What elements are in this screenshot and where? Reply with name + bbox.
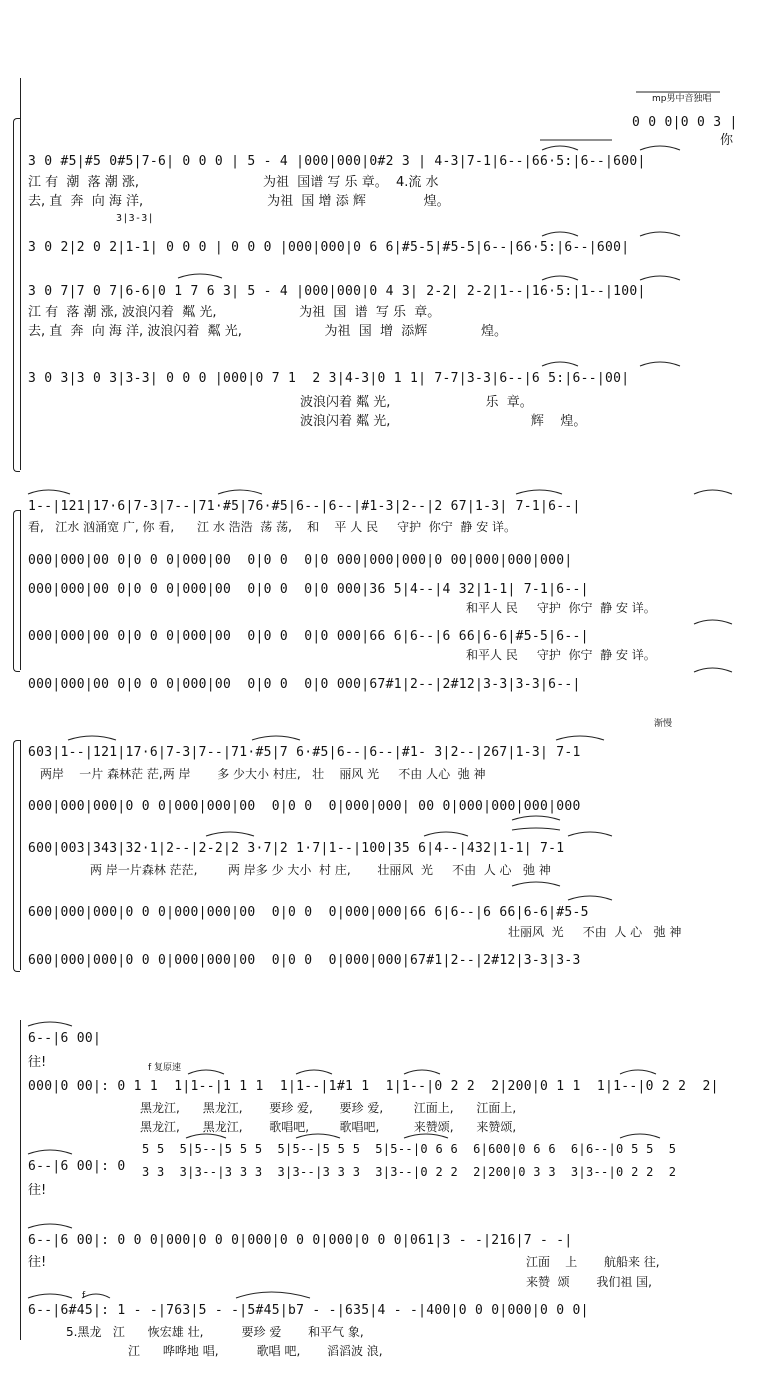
staff-row: 000|000|000|0 0 0|000|000|00 0|0 0 0|000|000| 00 0|000|000|000|000: [28, 799, 581, 814]
staff-row: 600|000|000|0 0 0|000|000|00 0|0 0 0|000|000|66 6|6--|6 66|6-6|#5-5: [28, 905, 589, 920]
ritardando-marking: 渐慢: [654, 719, 673, 729]
bass-lyric-1: 波浪闪着 粼 光, 乐 章。: [300, 395, 533, 410]
row-lyric: 壮丽风 光 不由 人 心 弛 神: [508, 925, 682, 939]
row-lyric: 来赞 颂 我们祖 国,: [526, 1275, 652, 1289]
alto-notes: 3 0 2|2 0 2|1-1| 0 0 0 | 0 0 0 |000|000|0 6 6|#5-5|#5-5|6--|66·5:|6--|600|: [28, 240, 630, 255]
staff-row-lower: 3 3 3|3--|3 3 3 3|3--|3 3 3 3|3--|0 2 2 2|200|0 3 3 3|3--|0 2 2 2: [142, 1165, 677, 1179]
row-lyric: 往!: [28, 1255, 47, 1270]
staff-row: 000|000|00 0|0 0 0|000|00 0|0 0 0|0 000|000|000|0 00|000|000|000|: [28, 553, 573, 568]
row-lyric: 5.黑龙 江 恢宏雄 壮, 要珍 爱 和平气 象,: [66, 1325, 364, 1339]
tenor-notes: 3 0 7|7 0 7|6-6|0 1 7 6 3| 5 - 4 |000|000|0 4 3| 2-2| 2-2|1--|16·5:|1--|100|: [28, 284, 646, 299]
row-lyric: 江 哗哗地 唱, 歌唱 吧, 滔滔波 浪,: [128, 1344, 383, 1358]
soprano-lyric: 看, 江水 汹涌宽 广, 你 看, 江 水 浩浩 荡 荡, 和 平 人 民 守护 你宁 静 安 详。: [28, 520, 517, 534]
a-tempo-marking: f 复原速: [148, 1063, 182, 1073]
row-lyric: 和平人 民 守护 你宁 静 安 详。: [466, 601, 656, 615]
staff-row: 000|0 00|: 0 1 1 1|1--|1 1 1 1|1--|1#1 1 1|1--|0 2 2 2|200|0 1 1 1|1--|0 2 2 2|: [28, 1079, 719, 1094]
row-lyric: 两 岸一片森林 茫茫, 两 岸多 少 大小 村 庄, 壮丽风 光 不由 人 心 弛 神: [90, 863, 551, 877]
row-lyric: 往!: [28, 1183, 47, 1198]
staff-row: 6--|6 00|: 0: [28, 1159, 126, 1174]
soprano-notes: 1--|121|17·6|7-3|7--|71·#5|76·#5|6--|6--|#1-3|2--|2 67|1-3| 7-1|6--|: [28, 499, 581, 514]
staff-row: 6--|6#45|: 1 - -|763|5 - -|5#45|b7 - -|635|4 - -|400|0 0 0|000|0 0 0|: [28, 1303, 589, 1318]
solo-lyric: 你: [720, 133, 734, 148]
staff-row: 600|000|000|0 0 0|000|000|00 0|0 0 0|000|000|67#1|2--|2#12|3-3|3-3: [28, 953, 581, 968]
forte-marking: f: [82, 1291, 86, 1301]
tenor-lyric-2: 去, 直 奔 向 海 洋, 波浪闪着 粼 光, 为祖 国 增 添辉 煌。: [28, 324, 508, 339]
staff-row: 000|000|00 0|0 0 0|000|00 0|0 0 0|0 000|67#1|2--|2#12|3-3|3-3|6--|: [28, 677, 581, 692]
staff-row: 6--|6 00|: 0 0 0|000|0 0 0|000|0 0 0|000|0 0 0|061|3 - -|216|7 - -|: [28, 1233, 573, 1248]
row-lyric: 江面 上 航船来 往,: [526, 1255, 660, 1269]
staff-row: 000|000|00 0|0 0 0|000|00 0|0 0 0|0 000|36 5|4--|4 32|1-1| 7-1|6--|: [28, 582, 589, 597]
chord-notes: 3|3-3|: [116, 213, 154, 224]
staff-row: 000|000|00 0|0 0 0|000|00 0|0 0 0|0 000|66 6|6--|6 66|6-6|#5-5|6--|: [28, 629, 589, 644]
soprano-lyric-2: 去, 直 奔 向 海 洋, 为祖 国 增 添 辉 煌。: [28, 194, 450, 209]
solo-notes: 0 0 0|0 0 3 |: [632, 115, 738, 130]
bass-notes: 3 0 3|3 0 3|3-3| 0 0 0 |000|0 7 1 2 3|4-3|0 1 1| 7-7|3-3|6--|6 5:|6--|00|: [28, 371, 630, 386]
soprano-lyric: 往!: [28, 1055, 47, 1070]
staff-row: 600|003|343|32·1|2--|2-2|2 3·7|2 1·7|1--|100|35 6|4--|432|1-1| 7-1: [28, 841, 565, 856]
soprano-notes: 6--|6 00|: [28, 1031, 102, 1046]
staff-row-upper: 5 5 5|5--|5 5 5 5|5--|5 5 5 5|5--|0 6 6 6|600|0 6 6 6|6--|0 5 5 5: [142, 1142, 677, 1156]
row-lyric: 和平人 民 守护 你宁 静 安 详。: [466, 648, 656, 662]
tenor-lyric-1: 江 有 落 潮 涨, 波浪闪着 粼 光, 为祖 国 谱 写 乐 章。: [28, 305, 441, 320]
row-lyric: 黑龙江, 黑龙江, 要珍 爱, 要珍 爱, 江面上, 江面上,: [140, 1101, 517, 1115]
row-lyric: 黑龙江, 黑龙江, 歌唱吧, 歌唱吧, 来赞颂, 来赞颂,: [140, 1120, 517, 1134]
male-solo-marking: mp男中音独唱: [652, 94, 712, 104]
soprano-notes: 3 0 #5|#5 0#5|7-6| 0 0 0 | 5 - 4 |000|000|0#2 3 | 4-3|7-1|6--|66·5:|6--|600|: [28, 154, 646, 169]
bass-lyric-2: 波浪闪着 粼 光, 辉 煌。: [300, 414, 587, 429]
soprano-notes: 603|1--|121|17·6|7-3|7--|71·#5|7 6·#5|6--|6--|#1- 3|2--|267|1-3| 7-1: [28, 745, 581, 760]
soprano-lyric: 两岸 一片 森林茫 茫,两 岸 多 少大小 村庄, 壮 丽风 光 不由 人心 弛 神: [40, 767, 486, 781]
soprano-lyric-1: 江 有 潮 落 潮 涨, 为祖 国谱 写 乐 章。 4.流 水: [28, 175, 439, 190]
